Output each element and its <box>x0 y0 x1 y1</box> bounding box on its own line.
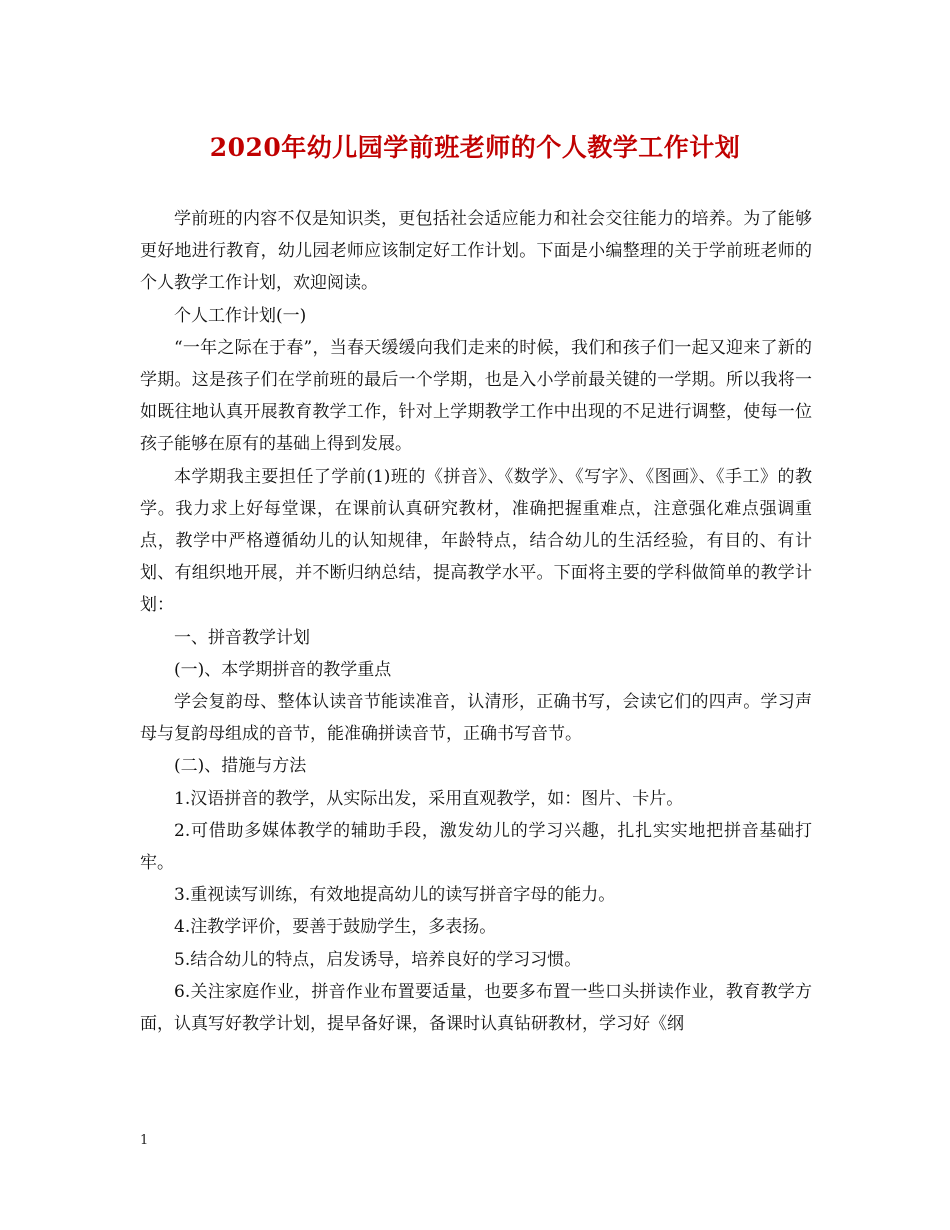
list-item: 1.汉语拼音的教学，从实际出发，采用直观教学，如：图片、卡片。 <box>174 788 684 809</box>
paragraph-heading-pinyin: 一、拼音教学计划 <box>174 627 310 648</box>
list-item: 2.可借助多媒体教学的辅助手段，激发幼儿的学习兴趣，扎扎实实地把拼音基础打牢。 <box>140 820 812 874</box>
paragraph-subjects: 本学期我主要担任了学前(1)班的《拼音》、《数学》、《写字》、《图画》、《手工》的教学。我力求上好每堂课，在课前认真研究教材，准确把握重难点，注意强化难点强调重点，教学中严格遵循幼儿的认知规律，年龄特点，结合幼儿的生活经验，有目的、有计划、有组织地开展，并不断归纳总结，提高教学水平。下面将主要的学科做简单的教学计划： <box>140 466 812 616</box>
paragraph-heading-methods: (二)、措施与方法 <box>174 756 307 777</box>
paragraph-focus: 学会复韵母、整体认读音节能读准音，认清形，正确书写，会读它们的四声。学习声母与复韵母组成的音节，能准确拼读音节，正确书写音节。 <box>140 692 812 745</box>
paragraph-heading-plan-1: 个人工作计划(一) <box>174 305 307 326</box>
list-item: 5.结合幼儿的特点，启发诱导，培养良好的学习习惯。 <box>174 949 582 970</box>
list-item: 3.重视读写训练，有效地提高幼儿的读写拼音字母的能力。 <box>174 885 616 906</box>
document-body <box>140 203 812 1040</box>
list-item: 4.注教学评价，要善于鼓励学生，多表扬。 <box>174 917 497 938</box>
paragraph-heading-focus: (一)、本学期拼音的教学重点 <box>174 659 392 680</box>
page-number: 1 <box>140 1133 149 1148</box>
paragraph-spring: “一年之际在于春”，当春天缓缓向我们走来的时候，我们和孩子们一起又迎来了新的学期。这是孩子们在学前班的最后一个学期，也是入小学前最关键的一学期。所以我将一如既往地认真开展教育教学工作，针对上学期教学工作中出现的不足进行调整，使每一位孩子能够在原有的基础上得到发展。 <box>140 337 812 455</box>
list-item: 6.关注家庭作业，拼音作业布置要适量，也要多布置一些口头拼读作业，教育教学方面，认真写好教学计划，提早备好课，备课时认真钻研教材，学习好《纲 <box>140 981 812 1035</box>
paragraph-intro: 学前班的内容不仅是知识类，更包括社会适应能力和社会交往能力的培养。为了能够更好地进行教育，幼儿园老师应该制定好工作计划。下面是小编整理的关于学前班老师的个人教学工作计划，欢迎阅读。 <box>140 209 812 294</box>
document-title: 2020年幼儿园学前班老师的个人教学工作计划 <box>209 133 741 162</box>
